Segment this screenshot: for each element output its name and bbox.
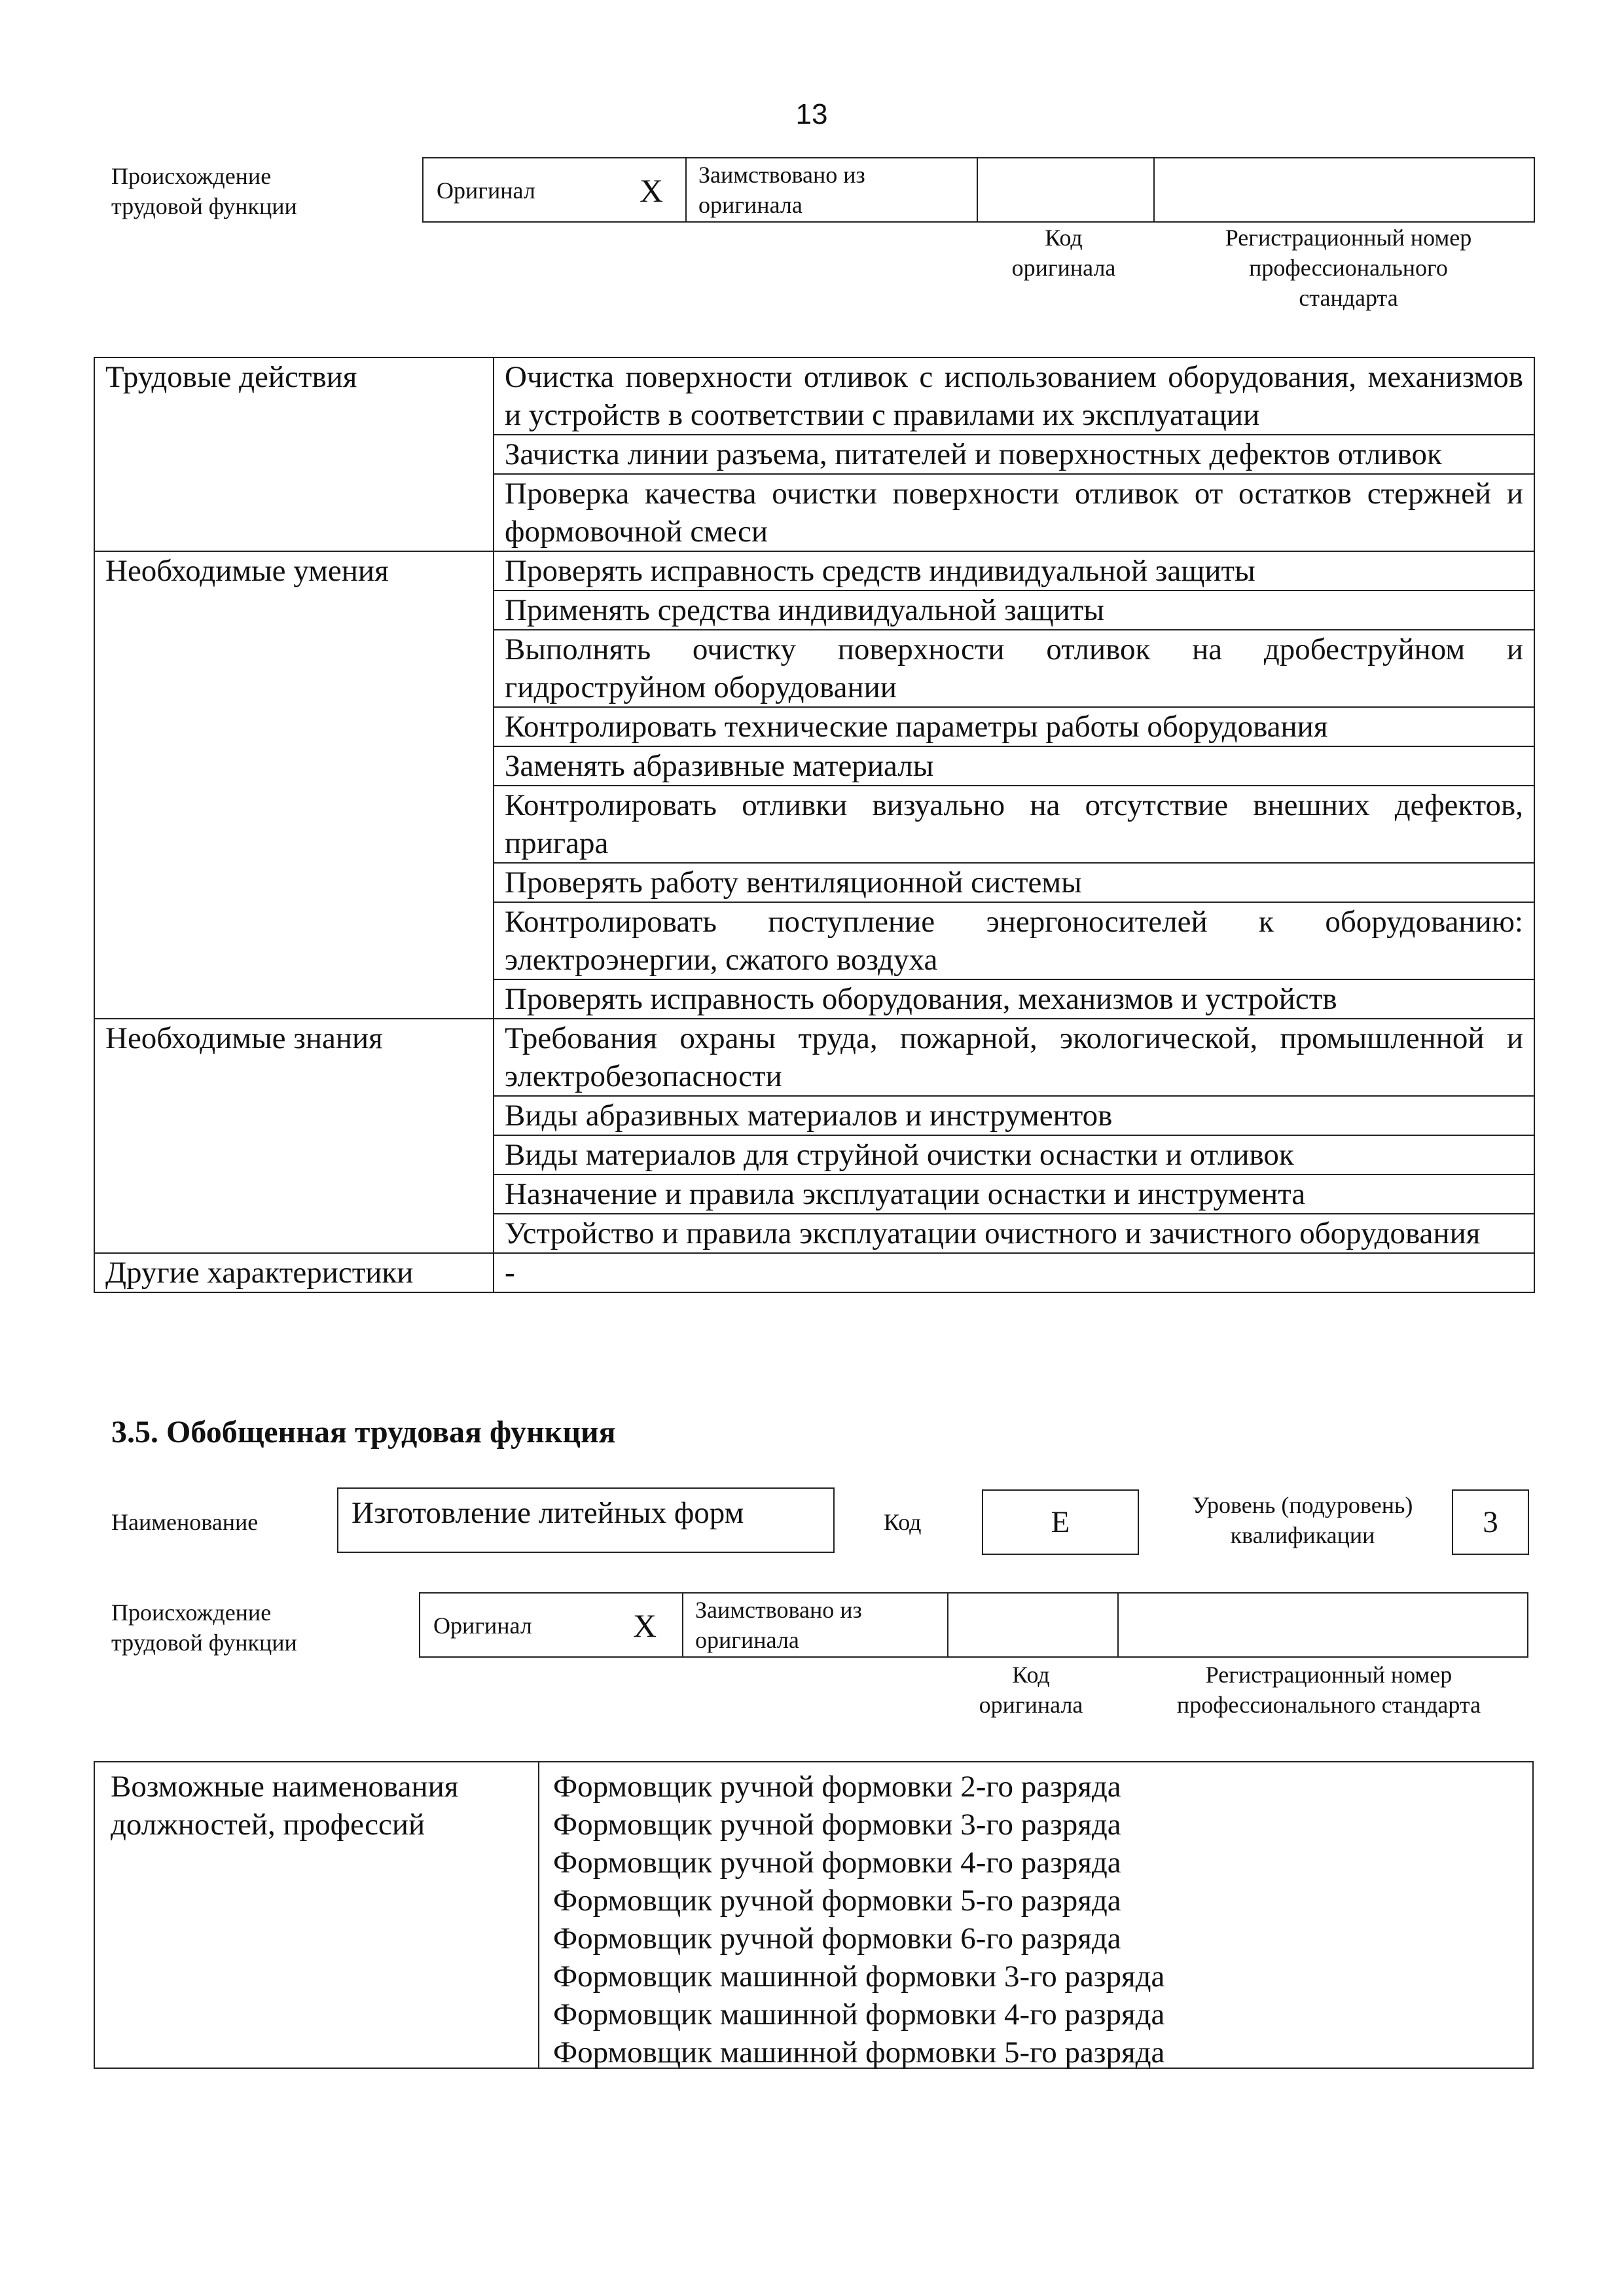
positions-table — [94, 1761, 1534, 2069]
table-row — [94, 357, 1534, 435]
name-label: Наименование — [111, 1509, 259, 1535]
borrowed-label — [695, 1595, 862, 1655]
list-item: Формовщик ручной формовки 6-го разряда — [553, 1922, 1121, 1956]
original-mark: X — [640, 172, 664, 209]
borrowed-line2: оригинала — [695, 1627, 799, 1653]
list-item: Формовщик машинной формовки 4-го разряда — [553, 1997, 1165, 2032]
knowledge-item: Виды материалов для струйной очистки оснастки и отливок — [494, 1135, 1534, 1175]
code-caption-2 — [943, 1660, 1119, 1720]
level-label-line1: Уровень (подуровень) — [1192, 1492, 1413, 1518]
list-item: Формовщик ручной формовки 4-го разряда — [553, 1846, 1121, 1880]
origin-label-line1: Происхождение — [111, 1599, 272, 1626]
reg-caption-line2: профессионального стандарта — [1176, 1692, 1481, 1718]
skill-item: Выполнять очистку поверхности отливок на дробеструйном и гидроструйном оборудовании — [494, 630, 1534, 707]
knowledge-item: Назначение и правила эксплуатации оснастки и инструмента — [494, 1175, 1534, 1214]
code-label: Код — [884, 1509, 922, 1535]
code-caption-line1: Код — [1045, 225, 1083, 251]
divider — [977, 158, 978, 221]
skills-label: Необходимые умения — [94, 551, 494, 1019]
section-title: 3.5. Обобщенная трудовая функция — [111, 1415, 616, 1449]
name-value-box — [337, 1487, 835, 1553]
origin-label — [111, 161, 297, 221]
reg-caption-line1: Регистрационный номер — [1225, 225, 1472, 251]
skill-item: Контролировать отливки визуально на отсутствие внешних дефектов, пригара — [494, 786, 1534, 863]
origin-label-2 — [111, 1597, 297, 1658]
skill-item: Проверять работу вентиляционной системы — [494, 863, 1534, 902]
divider — [685, 158, 687, 221]
positions-label — [111, 1768, 458, 1844]
knowledge-item: Требования охраны труда, пожарной, экологической, промышленной и электробезопасности — [494, 1019, 1534, 1096]
origin-label-line2: трудовой функции — [111, 193, 297, 219]
origin-box — [422, 157, 1535, 223]
list-item: Формовщик ручной формовки 3-го разряда — [553, 1808, 1121, 1842]
borrowed-line1: Заимствовано из — [698, 162, 865, 188]
name-value: Изготовление литейных форм — [352, 1496, 744, 1530]
original-label: Оригинал — [433, 1613, 532, 1639]
code-caption — [975, 223, 1152, 283]
code-value-box — [982, 1489, 1139, 1555]
code-caption-line1: Код — [1012, 1662, 1050, 1688]
level-label — [1159, 1490, 1447, 1550]
borrowed-line1: Заимствовано из — [695, 1597, 862, 1623]
page-number: 13 — [795, 98, 828, 130]
level-value: 3 — [1483, 1505, 1498, 1539]
table-row — [94, 1019, 1534, 1096]
list-item: Формовщик машинной формовки 5-го разряда — [553, 2035, 1165, 2069]
divider — [1117, 1594, 1119, 1656]
labor-action-item: Проверка качества очистки поверхности отливок от остатков стержней и формовочной смеси — [494, 474, 1534, 551]
list-item: Формовщик машинной формовки 3-го разряда — [553, 1959, 1165, 1994]
divider — [947, 1594, 948, 1656]
original-label: Оригинал — [437, 177, 535, 204]
skill-item: Проверять исправность средств индивидуальной защиты — [494, 551, 1534, 591]
positions-label-line1: Возможные наименования — [111, 1770, 459, 1804]
borrowed-label — [698, 160, 865, 220]
code-caption-line2: оригинала — [979, 1692, 1083, 1718]
origin-label-line1: Происхождение — [111, 163, 272, 189]
positions-list — [553, 1768, 1164, 2071]
knowledge-item: Устройство и правила эксплуатации очистного и зачистного оборудования — [494, 1214, 1534, 1253]
divider — [1153, 158, 1155, 221]
code-value: E — [1051, 1505, 1070, 1539]
skill-item: Проверять исправность оборудования, механизмов и устройств — [494, 979, 1534, 1019]
labor-function-table — [94, 357, 1535, 1293]
reg-caption — [1165, 223, 1532, 313]
borrowed-line2: оригинала — [698, 192, 803, 218]
level-label-line2: квалификации — [1230, 1522, 1375, 1548]
knowledge-label: Необходимые знания — [94, 1019, 494, 1253]
divider — [682, 1594, 683, 1656]
reg-caption-line1: Регистрационный номер — [1205, 1662, 1453, 1688]
original-mark: X — [633, 1607, 657, 1644]
origin-label-line2: трудовой функции — [111, 1630, 297, 1656]
labor-action-item: Очистка поверхности отливок с использованием оборудования, механизмов и устройств в соответствии с правилами их эксплуатации — [494, 357, 1534, 435]
origin-box-2 — [419, 1592, 1528, 1658]
labor-action-item: Зачистка линии разъема, питателей и поверхностных дефектов отливок — [494, 435, 1534, 474]
skill-item: Контролировать поступление энергоносителей к оборудованию: электроэнергии, сжатого воздуха — [494, 902, 1534, 979]
other-label: Другие характеристики — [94, 1253, 494, 1292]
divider — [538, 1762, 539, 2068]
level-value-box — [1452, 1489, 1529, 1555]
skill-item: Контролировать технические параметры работы оборудования — [494, 707, 1534, 746]
reg-caption-line2: профессионального — [1249, 255, 1448, 281]
knowledge-item: Виды абразивных материалов и инструментов — [494, 1096, 1534, 1135]
list-item: Формовщик ручной формовки 2-го разряда — [553, 1770, 1121, 1804]
reg-caption-line3: стандарта — [1299, 285, 1398, 311]
labor-actions-label: Трудовые действия — [94, 357, 494, 551]
list-item: Формовщик ручной формовки 5-го разряда — [553, 1884, 1121, 1918]
skill-item: Заменять абразивные материалы — [494, 746, 1534, 786]
reg-caption-2 — [1126, 1660, 1532, 1720]
code-caption-line2: оригинала — [1011, 255, 1116, 281]
other-value: - — [494, 1253, 1534, 1292]
table-row — [94, 1253, 1534, 1292]
skill-item: Применять средства индивидуальной защиты — [494, 591, 1534, 630]
table-row — [94, 551, 1534, 591]
positions-label-line2: должностей, профессий — [111, 1808, 425, 1842]
